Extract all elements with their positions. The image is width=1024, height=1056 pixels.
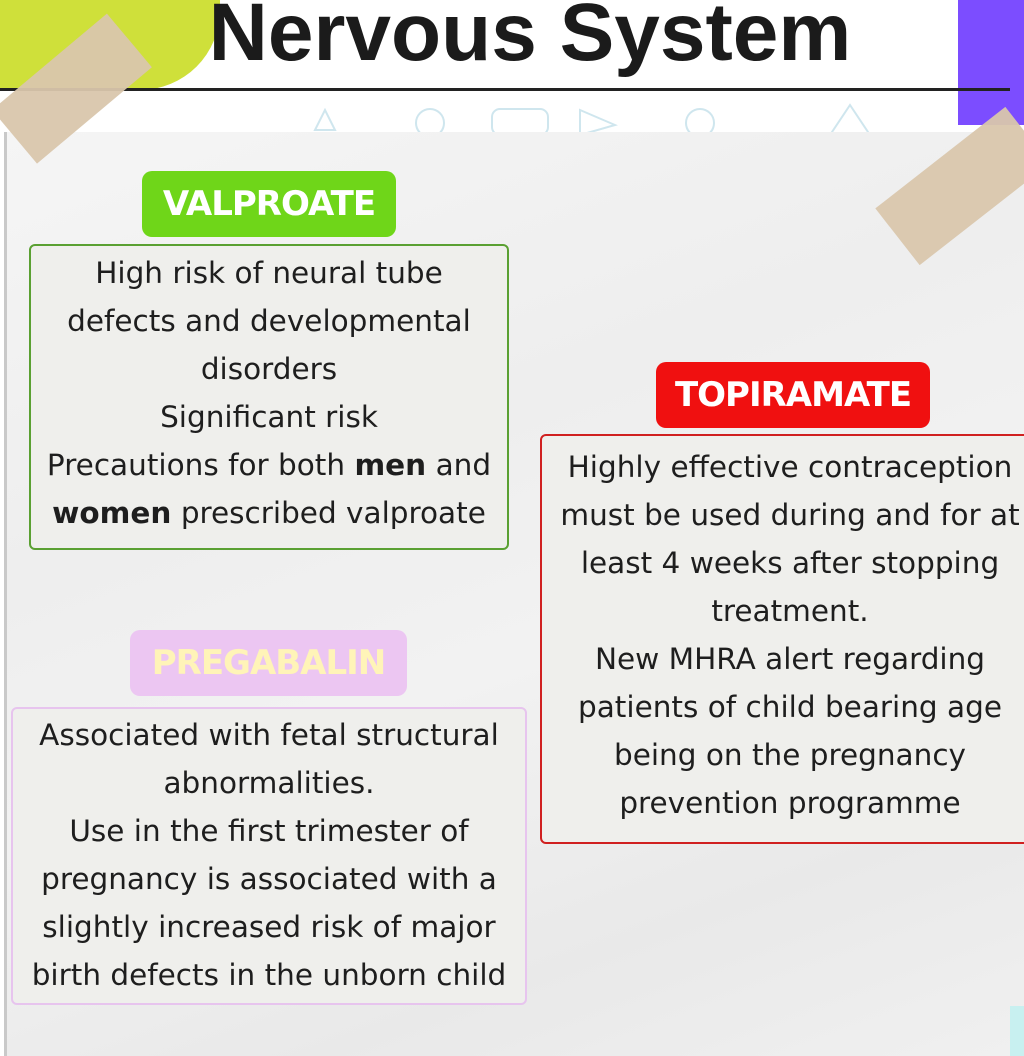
page-title: Nervous System <box>208 0 852 78</box>
precautions-men: men <box>354 448 427 482</box>
topiramate-line: must be used during and for at <box>560 498 1020 532</box>
topiramate-label: TOPIRAMATE <box>656 362 930 428</box>
pregabalin-line: abnormalities. <box>163 766 375 800</box>
valproate-label: VALPROATE <box>142 171 396 237</box>
topiramate-line: Highly effective contraception <box>567 450 1013 484</box>
precautions-women: women <box>52 496 172 530</box>
valproate-precautions-line <box>31 441 507 489</box>
valproate-line: Significant risk <box>160 400 378 434</box>
topiramate-line: being on the pregnancy <box>613 738 966 772</box>
precautions-prefix: Precautions for both <box>46 448 355 482</box>
topiramate-line: prevention programme <box>619 786 961 820</box>
doodle-cone <box>830 105 870 135</box>
topiramate-line: New MHRA alert regarding <box>594 642 986 676</box>
valproate-card <box>29 244 509 550</box>
valproate-line: defects and developmental <box>67 304 471 338</box>
topiramate-line: least 4 weeks after stopping <box>580 546 1000 580</box>
topiramate-card <box>540 434 1024 844</box>
header-divider <box>0 88 1010 91</box>
precautions-middle: and <box>426 448 492 482</box>
corner-accent <box>1010 1006 1024 1056</box>
pregabalin-card <box>11 707 527 1005</box>
pregabalin-line: pregnancy is associated with a <box>41 862 497 896</box>
valproate-precautions-line-2 <box>31 489 507 537</box>
pregabalin-line: Associated with fetal structural <box>39 718 499 752</box>
pregabalin-line: Use in the first trimester of <box>69 814 469 848</box>
precautions-suffix: prescribed valproate <box>171 496 486 530</box>
pregabalin-line: slightly increased risk of major <box>42 910 496 944</box>
valproate-line: disorders <box>200 352 338 386</box>
doodle-triangle <box>315 110 335 130</box>
topiramate-line: treatment. <box>711 594 869 628</box>
pregabalin-label: PREGABALIN <box>130 630 407 696</box>
pregabalin-line: birth defects in the unborn child <box>31 958 507 992</box>
topiramate-line: patients of child bearing age <box>578 690 1002 724</box>
valproate-line: High risk of neural tube <box>95 256 443 290</box>
